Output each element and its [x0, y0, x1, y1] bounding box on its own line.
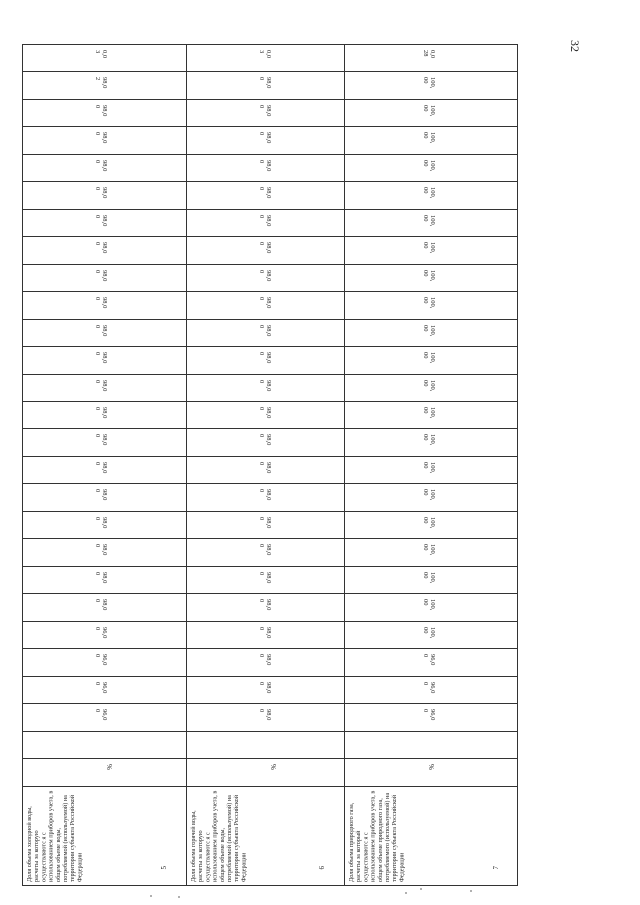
table-cell-value: 0,0 28: [422, 49, 436, 58]
table-cell-value: 100, 00: [422, 599, 436, 611]
table-cell-value: 98,0 0: [94, 406, 108, 418]
table-cell-value: 96,0 0: [422, 654, 436, 666]
table-cell-value: 98,0 0: [258, 571, 272, 583]
table-cell-value: 98,0 0: [94, 352, 108, 364]
table-cell-value: 100, 00: [422, 352, 436, 364]
row-divider: [22, 154, 518, 155]
table-cell-value: 100, 00: [422, 77, 436, 89]
table-cell-value: 98,0 0: [258, 214, 272, 226]
row-divider: [22, 236, 518, 237]
table-cell-value: 98,0 0: [258, 654, 272, 666]
row-number: 7: [492, 866, 500, 870]
scan-speck: [405, 892, 407, 894]
table-cell-value: 96,0 0: [94, 626, 108, 638]
row-divider: [22, 676, 518, 677]
table-cell-value: 98,0 0: [94, 242, 108, 254]
table-cell-value: 98,0 0: [258, 324, 272, 336]
table-cell-value: 100, 00: [422, 324, 436, 336]
table-cell-value: 100, 00: [422, 379, 436, 391]
table-cell-value: 98,0 0: [94, 379, 108, 391]
row-divider: [22, 648, 518, 649]
table-cell-value: 98,0 0: [258, 77, 272, 89]
table-cell-value: 98,0 0: [258, 352, 272, 364]
row-divider: [22, 401, 518, 402]
row-divider: [22, 456, 518, 457]
table-cell-value: 100, 00: [422, 461, 436, 473]
unit-label: %: [270, 764, 278, 770]
table-cell-value: 96,0 0: [422, 681, 436, 693]
row-divider: [22, 428, 518, 429]
table-cell-value: 100, 00: [422, 571, 436, 583]
row-divider: [22, 209, 518, 210]
table-cell-value: 100, 00: [422, 489, 436, 501]
table-cell-value: 100, 00: [422, 406, 436, 418]
table-cell-value: 100, 00: [422, 187, 436, 199]
table-cell-value: 98,0 0: [258, 709, 272, 721]
scan-speck: [150, 895, 152, 897]
table-cell-value: 98,0 0: [94, 544, 108, 556]
table-cell-value: 98,0 0: [258, 516, 272, 528]
table-cell-value: 0,0 3: [94, 49, 108, 58]
indicator-label: Доля объема природного газа, расчеты за который осуществляютс я с использованием приборов учета, в общем объеме природного газа, потребляемого (используемой) на территории субъекта Российской Федерации: [348, 790, 406, 882]
table-cell-value: 98,0 2: [94, 77, 108, 89]
indicator-label: Доля объема холодной воды, расчеты за которую осуществляютс я с использованием приборов учета, в общем объеме воды, потребляемой (используемой) на территории субъекта Российской Федерации: [26, 790, 84, 882]
table-cell-value: 100, 00: [422, 269, 436, 281]
table-cell-value: 98,0 0: [258, 681, 272, 693]
scan-speck: [420, 888, 422, 890]
table-cell-value: 98,0 0: [258, 187, 272, 199]
table-cell-value: 98,0 0: [94, 132, 108, 144]
row-divider: [22, 374, 518, 375]
table-cell-value: 98,0 0: [258, 434, 272, 446]
row-number: 5: [160, 866, 168, 870]
table-cell-value: 96,0 0: [94, 681, 108, 693]
table-cell-value: 100, 00: [422, 159, 436, 171]
row-divider: [22, 593, 518, 594]
table-cell-value: 98,0 0: [258, 379, 272, 391]
table-cell-value: 100, 00: [422, 516, 436, 528]
table-cell-value: 96,0 0: [94, 709, 108, 721]
scan-speck: [470, 890, 472, 892]
table-cell-value: 98,0 0: [258, 104, 272, 116]
table-cell-value: 0,0 3: [258, 49, 272, 58]
table-cell-value: 100, 00: [422, 626, 436, 638]
table-cell-value: 98,0 0: [94, 461, 108, 473]
table-cell-value: 98,0 0: [94, 599, 108, 611]
table-cell-value: 98,0 0: [94, 434, 108, 446]
row-divider: [22, 786, 518, 787]
row-divider: [22, 511, 518, 512]
table-cell-value: 100, 00: [422, 297, 436, 309]
table-cell-value: 98,0 0: [94, 214, 108, 226]
table-cell-value: 98,0 0: [258, 461, 272, 473]
scan-speck: [178, 896, 180, 898]
row-divider: [22, 538, 518, 539]
table-cell-value: 100, 00: [422, 544, 436, 556]
row-divider: [22, 99, 518, 100]
table-cell-value: 98,0 0: [94, 516, 108, 528]
table-cell-value: 100, 00: [422, 132, 436, 144]
row-divider: [22, 703, 518, 704]
indicator-label: Доля объема горячей воды, расчеты за которую осуществляютс я с использованием приборов учета, в общем объеме воды, потребляемой (используемой) на территории субъекта Российской Федерации: [190, 790, 248, 882]
table-cell-value: 98,0 0: [258, 626, 272, 638]
table-cell-value: 98,0 0: [258, 297, 272, 309]
table-cell-value: 98,0 0: [258, 242, 272, 254]
table-cell-value: 98,0 0: [258, 599, 272, 611]
table-cell-value: 98,0 0: [94, 269, 108, 281]
row-divider: [22, 621, 518, 622]
table-cell-value: 96,0 0: [94, 654, 108, 666]
table-cell-value: 98,0 0: [258, 269, 272, 281]
table-cell-value: 98,0 0: [94, 297, 108, 309]
table-cell-value: 98,0 0: [258, 406, 272, 418]
row-number: 6: [318, 866, 326, 870]
row-divider: [22, 264, 518, 265]
table-cell-value: 98,0 0: [258, 489, 272, 501]
unit-label: %: [106, 764, 114, 770]
table-cell-value: 100, 00: [422, 242, 436, 254]
row-divider: [22, 758, 518, 759]
table-cell-value: 98,0 0: [94, 159, 108, 171]
table-cell-value: 98,0 0: [94, 571, 108, 583]
unit-label: %: [428, 764, 436, 770]
row-divider: [22, 731, 518, 732]
table-cell-value: 100, 00: [422, 214, 436, 226]
row-divider: [22, 483, 518, 484]
table-cell-value: 98,0 0: [258, 544, 272, 556]
row-divider: [22, 346, 518, 347]
row-divider: [22, 126, 518, 127]
page-number: 32: [568, 40, 582, 52]
row-divider: [22, 71, 518, 72]
row-divider: [22, 181, 518, 182]
table-cell-value: 98,0 0: [94, 104, 108, 116]
table-cell-value: 100, 00: [422, 104, 436, 116]
table-cell-value: 98,0 0: [258, 159, 272, 171]
table-cell-value: 100, 00: [422, 434, 436, 446]
row-divider: [22, 291, 518, 292]
row-divider: [22, 566, 518, 567]
table-border-top: [22, 44, 518, 45]
table-cell-value: 98,0 0: [94, 187, 108, 199]
table-cell-value: 96,0 0: [422, 709, 436, 721]
table-border-bottom: [22, 885, 518, 886]
table-cell-value: 98,0 0: [258, 132, 272, 144]
row-divider: [22, 319, 518, 320]
table-cell-value: 98,0 0: [94, 324, 108, 336]
table-cell-value: 98,0 0: [94, 489, 108, 501]
